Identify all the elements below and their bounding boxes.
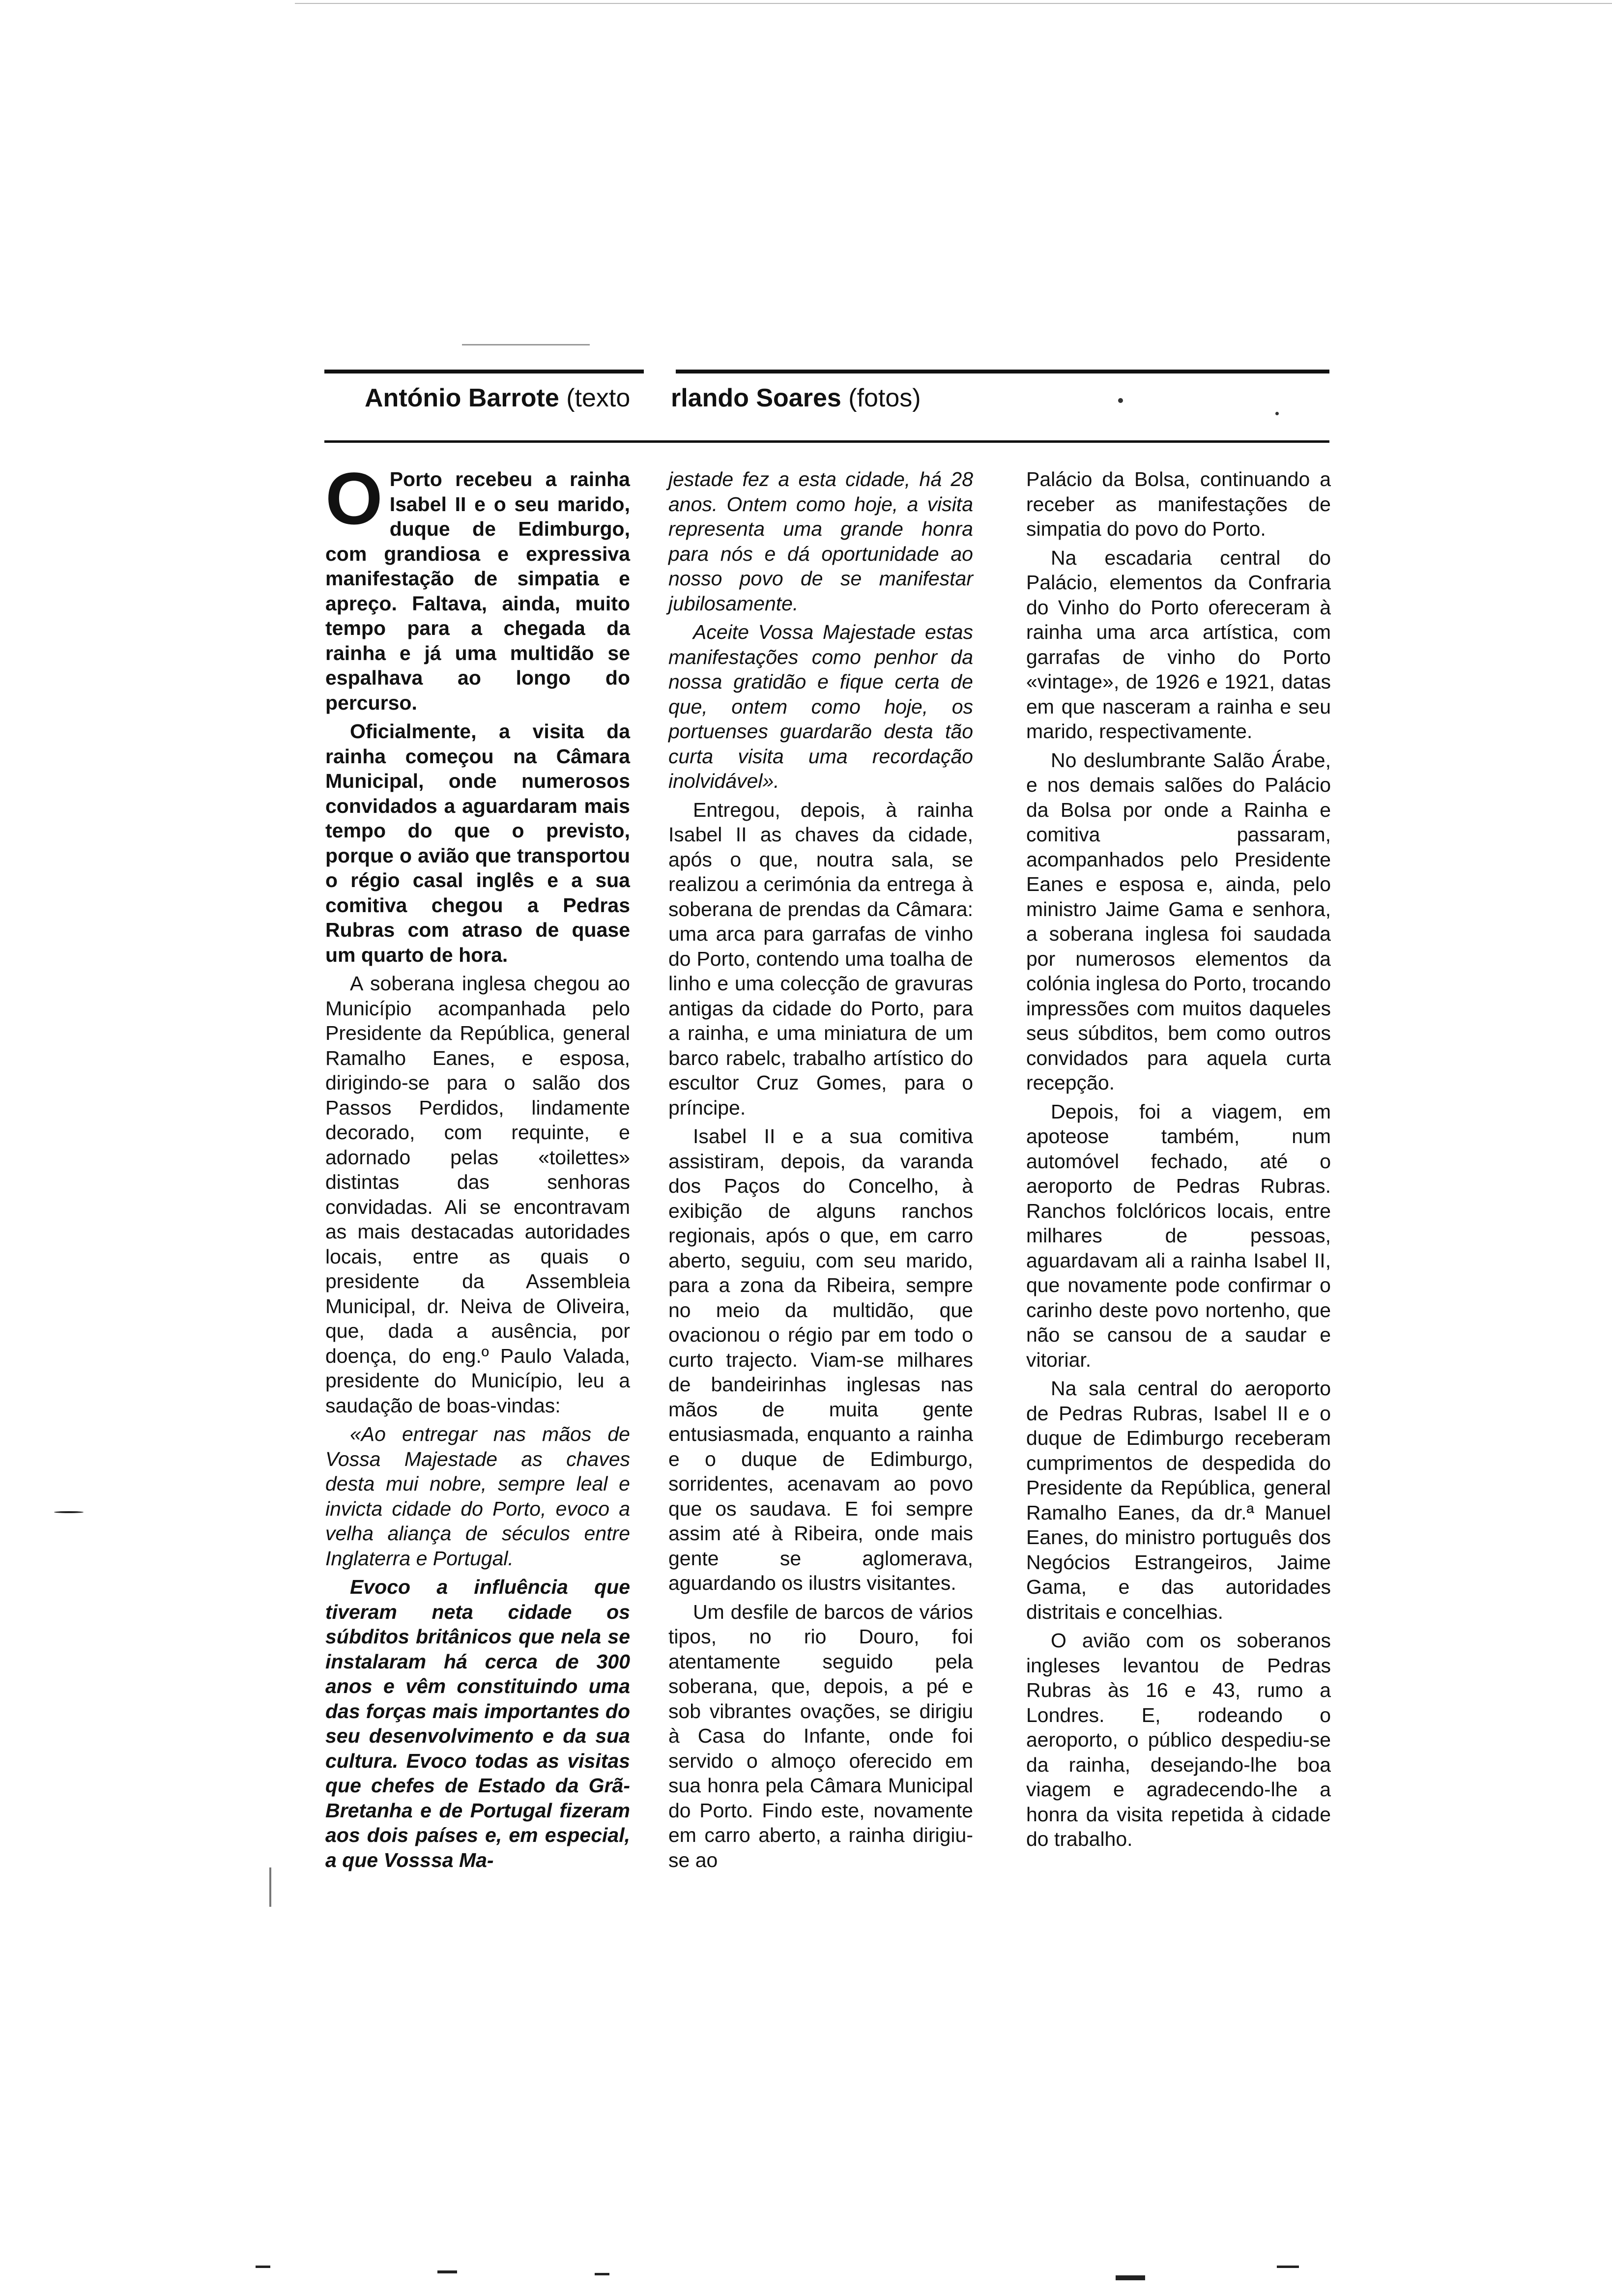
scan-top-edge (295, 3, 1612, 4)
article-column-1 (325, 457, 630, 1876)
scan-mark (54, 1511, 84, 1513)
quote-paragraph: Evoco a influência que tiveram neta cidade os súbditos britânicos que nela se instalaram há cerca de 300 anos e vêm constituindo uma das forças mais importantes do seu desenvolvimento e da sua cultura. Evoco todas as visitas que chefes de Estado da Grã-Bretanha e de Portugal fizeram aos dois países e, em especial, a que Vosssa Ma- (325, 1576, 630, 1871)
scan-mark (256, 2266, 270, 2268)
header-rule-top-right (676, 370, 1329, 373)
scan-mark (595, 2273, 609, 2275)
scan-mark (462, 344, 590, 345)
article-column-2 (668, 467, 973, 1876)
paragraph: Na escadaria central do Palácio, elementos da Confraria do Vinho do Porto ofereceram à rainha uma arca artística, com garrafas de vinho do Porto «vintage», de 1926 e 1921, datas em que nasceram a rainha e seu marido, respectivamente. (1026, 546, 1331, 743)
scan-mark (1277, 2266, 1299, 2268)
lead-text: Porto recebeu a rainha Isabel II e o seu marido, duque de Edimburgo, com grandiosa e expressiva manifestação de simpatia e apreço. Faltava, ainda, muito tempo para a chegada da rainha e já uma multidão se espalhava ao longo do percurso. (325, 468, 630, 714)
paragraph: A soberana inglesa chegou ao Município acompanhada pelo Presidente da República, general Ramalho Eanes, e esposa, dirigindo-se para o salão dos Passos Perdidos, lindamente decorado, com requinte, e adornado pelas «toilettes» distintas das senhoras convidadas. Ali se encontravam as mais destacadas autoridades locais, entre as quais o presidente da Assembleia Municipal, dr. Neiva de Oliveira, que, dada a ausência, por doença, do eng.º Paulo Valada, presidente do Município, leu a saudação de boas-vindas: (325, 972, 630, 1417)
paragraph: Oficialmente, a visita da rainha começou na Câmara Municipal, onde numerosos convidados a aguardaram mais tempo do que o previsto, porque o avião que transportou o régio casal inglês e a sua comitiva chegou a Pedras Rubras com atraso de quase um quarto de hora. (325, 720, 630, 966)
quote-paragraph: «Ao entregar nas mãos de Vossa Majestade as chaves desta mui nobre, sempre leal e invicta cidade do Porto, evoco a velha aliança de séculos entre Inglaterra e Portugal. (325, 1423, 630, 1570)
header-dot (1118, 398, 1123, 403)
quote-paragraph: jestade fez a esta cidade, há 28 anos. Ontem como hoje, a visita representa uma grande honra para nós e dá oportunidade ao nosso povo de se manifestar jubilosamente. (668, 468, 973, 615)
paragraph: Na sala central do aeroporto de Pedras Rubras, Isabel II e o duque de Edimburgo receberam cumprimentos de despedida do Presidente da República, general Ramalho Eanes, da dr.ª Manuel Eanes, do ministro português dos Negócios Estrangeiros, Jaime Gama, e das autoridades distritais e concelhias. (1026, 1377, 1331, 1623)
quote-paragraph: Aceite Vossa Majestade estas manifestações como penhor da nossa gratidão e fique certa de que, ontem como hoje, os portuenses guardarão desta tão curta visita uma recordação inolvidável». (668, 621, 973, 792)
header-dot (1275, 412, 1279, 415)
paragraph: Entregou, depois, à rainha Isabel II as chaves da cidade, após o que, noutra sala, se realizou a cerimónia da entrega à soberana de prendas da Câmara: uma arca para garrafas de vinho do Porto, contendo uma toalha de linho e uma colecção de gravuras antigas da cidade do Porto, para a rainha, e uma miniatura de um barco rabelc, trabalho artístico do escultor Cruz Gomes, para o príncipe. (668, 798, 973, 1119)
scan-mark (269, 1867, 271, 1907)
scan-mark (1116, 2275, 1145, 2280)
lead-paragraph (325, 457, 630, 715)
photographer-name: rlando Soares (671, 384, 841, 412)
scan-mark (437, 2270, 457, 2273)
byline-author (365, 383, 630, 413)
paragraph: Isabel II e a sua comitiva assistiram, depois, da varanda dos Paços do Concelho, à exibição de alguns ranchos regionais, após o que, em carro aberto, seguiu, com seu marido, para a zona da Ribeira, sempre no meio da multidão, que ovacionou o régio par em todo o curto trajecto. Viam-se milhares de bandeirinhas inglesas nas mãos de muita gente entusiasmada, enquanto a rainha e o duque de Edimburgo, sorridentes, acenavam ao povo que os saudava. E foi sempre assim até à Ribeira, onde mais gente se aglomerava, aguardando os ilustrs visitantes. (668, 1125, 973, 1594)
paragraph: No deslumbrante Salão Árabe, e nos demais salões do Palácio da Bolsa por onde a Rainha e comitiva passaram, acompanhados pelo Presidente Eanes e esposa e, ainda, pelo ministro Jaime Gama e senhora, a soberana inglesa foi saudada por numerosos elementos da colónia inglesa do Porto, trocando impressões com muitos daqueles seus súbditos, bem como outros convidados para aquela curta recepção. (1026, 748, 1331, 1094)
author-role: (texto (566, 384, 631, 412)
paragraph: Depois, foi a viagem, em apoteose também, num automóvel fechado, até o aeroporto de Pedras Rubras. Ranchos folclóricos locais, entre milhares de pessoas, aguardavam ali a rainha Isabel II, que novamente pode confirmar o carinho deste povo nortenho, que não se cansou de a saudar e vitoriar. (1026, 1100, 1331, 1371)
photographer-role: (fotos) (848, 384, 921, 412)
paragraph: O avião com os soberanos ingleses levantou de Pedras Rubras às 16 e 43, rumo a Londres. E, rodeando o aeroporto, o público despediu-se da rainha, desejando-lhe boa viagem e agradecendo-lhe a honra da visita repetida à cidade do trabalho. (1026, 1629, 1331, 1850)
author-name: António Barrote (365, 384, 559, 412)
paragraph: Um desfile de barcos de vários tipos, no rio Douro, foi atentamente seguido pela soberana, que, depois, a pé e sob vibrantes ovações, se dirigiu à Casa do Infante, onde foi servido o almoço oferecido em sua honra pela Câmara Municipal do Porto. Findo este, novamente em carro aberto, a rainha dirigiu-se ao (668, 1600, 973, 1871)
paragraph: Palácio da Bolsa, continuando a receber as manifestações de simpatia do povo do Porto. (1026, 468, 1331, 540)
byline-photographer (671, 383, 921, 413)
drop-cap: O (325, 457, 383, 540)
header-rule-bottom (324, 440, 1329, 443)
article-column-3 (1026, 467, 1331, 1856)
header-rule-top-left (324, 370, 644, 373)
